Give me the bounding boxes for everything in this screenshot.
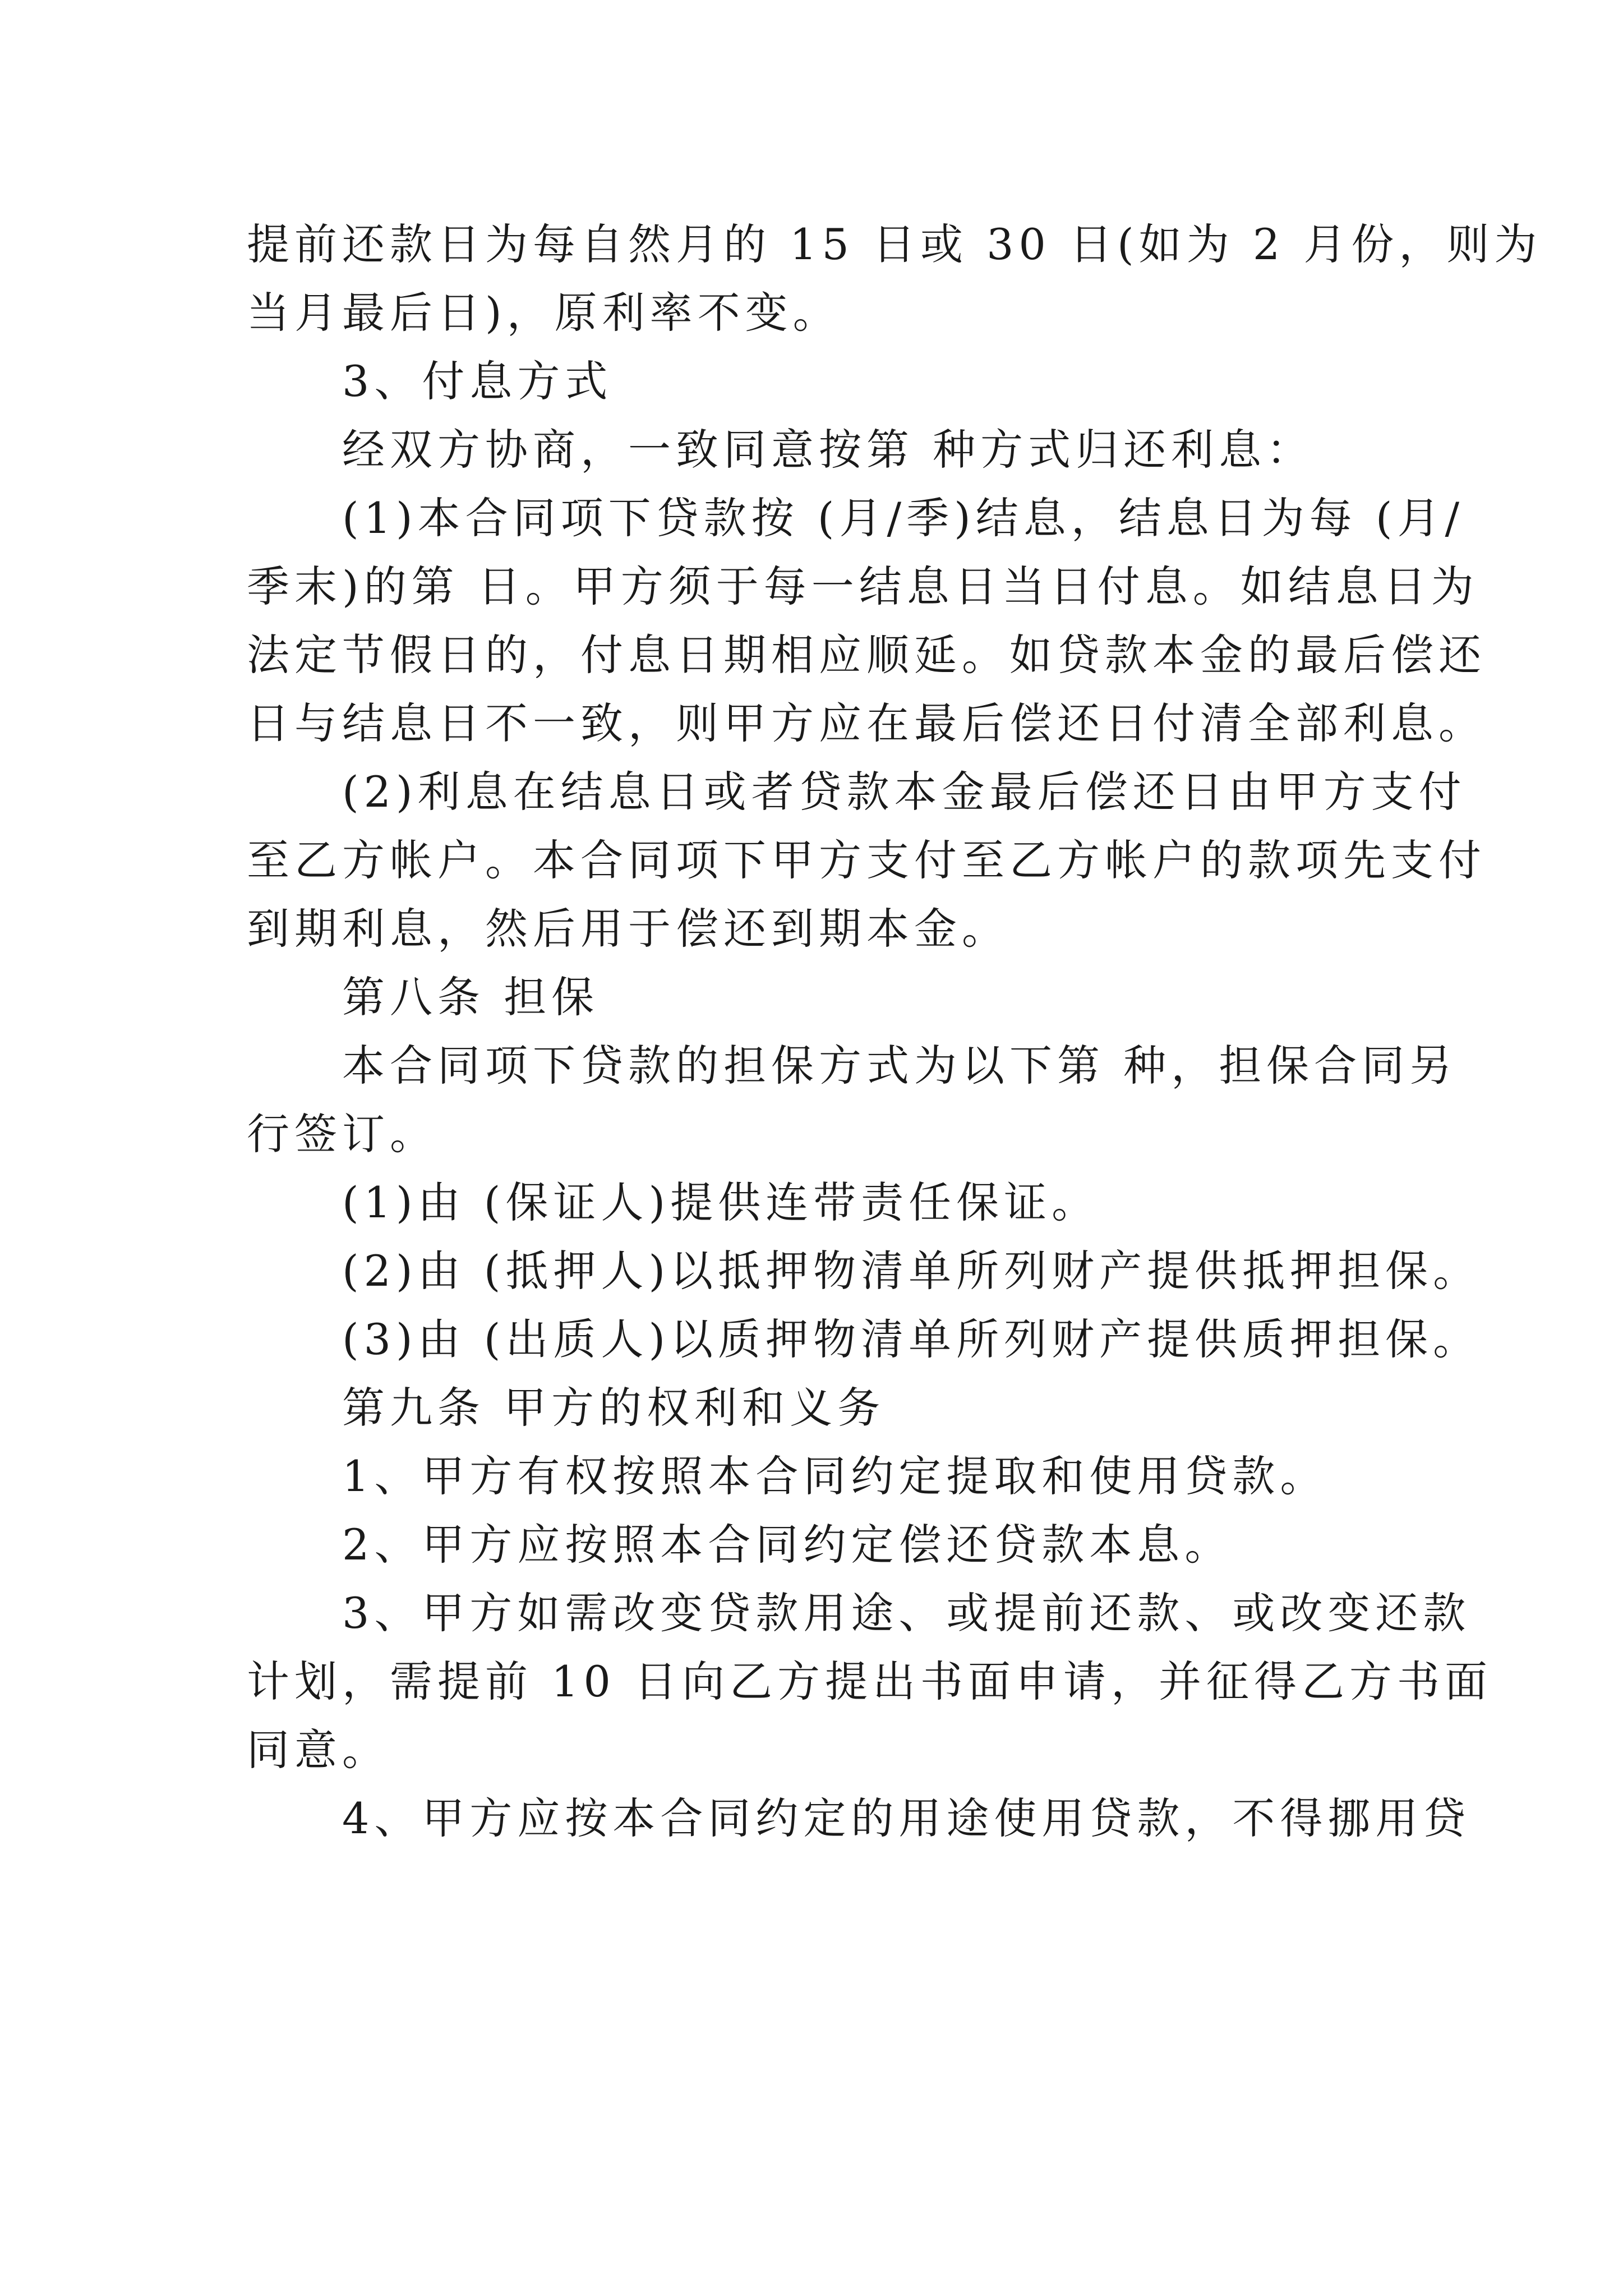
- text-line: 行签订。: [247, 1109, 437, 1159]
- text-line: 经双方协商，一致同意按第 种方式归还利息：: [342, 425, 1315, 475]
- text-line: (1)由 (保证人)提供连带责任保证。: [342, 1177, 1100, 1227]
- text-line: 同意。: [247, 1725, 390, 1775]
- text-line: 本合同项下贷款的担保方式为以下第 种，担保合同另: [342, 1041, 1458, 1091]
- article-heading: 第八条 担保: [342, 972, 600, 1022]
- article-heading: 第九条 甲方的权利和义务: [342, 1383, 886, 1433]
- text-line: 计划，需提前 10 日向乙方提出书面申请，并征得乙方书面: [247, 1657, 1493, 1706]
- text-line: (1)本合同项下贷款按 (月/季)结息，结息日为每 (月/: [342, 493, 1465, 543]
- text-line: 提前还款日为每自然月的 15 日或 30 日(如为 2 月份，则为: [247, 219, 1542, 269]
- text-line: (2)利息在结息日或者贷款本金最后偿还日由甲方支付: [342, 767, 1467, 817]
- text-line: (3)由 (出质人)以质押物清单所列财产提供质押担保。: [342, 1314, 1481, 1364]
- text-line: 3、甲方如需改变贷款用途、或提前还款、或改变还款: [342, 1588, 1471, 1638]
- text-line: 至乙方帐户。本合同项下甲方支付至乙方帐户的款项先支付: [247, 835, 1486, 885]
- document-body: [247, 210, 1542, 1853]
- text-line: 当月最后日)，原利率不变。: [247, 288, 841, 338]
- section-heading: 3、付息方式: [342, 356, 613, 406]
- text-line: 到期利息，然后用于偿还到期本金。: [247, 904, 1009, 954]
- text-line: 季末)的第 日。甲方须于每一结息日当日付息。如结息日为: [247, 562, 1479, 611]
- text-line: 2、甲方应按照本合同约定偿还贷款本息。: [342, 1520, 1233, 1570]
- text-line: 法定节假日的，付息日期相应顺延。如贷款本金的最后偿还: [247, 630, 1486, 680]
- text-line: 日与结息日不一致，则甲方应在最后偿还日付清全部利息。: [247, 698, 1486, 748]
- text-line: 1、甲方有权按照本合同约定提取和使用贷款。: [342, 1451, 1328, 1501]
- text-line: (2)由 (抵押人)以抵押物清单所列财产提供抵押担保。: [342, 1246, 1481, 1296]
- text-line: 4、甲方应按本合同约定的用途使用贷款，不得挪用贷: [342, 1793, 1471, 1843]
